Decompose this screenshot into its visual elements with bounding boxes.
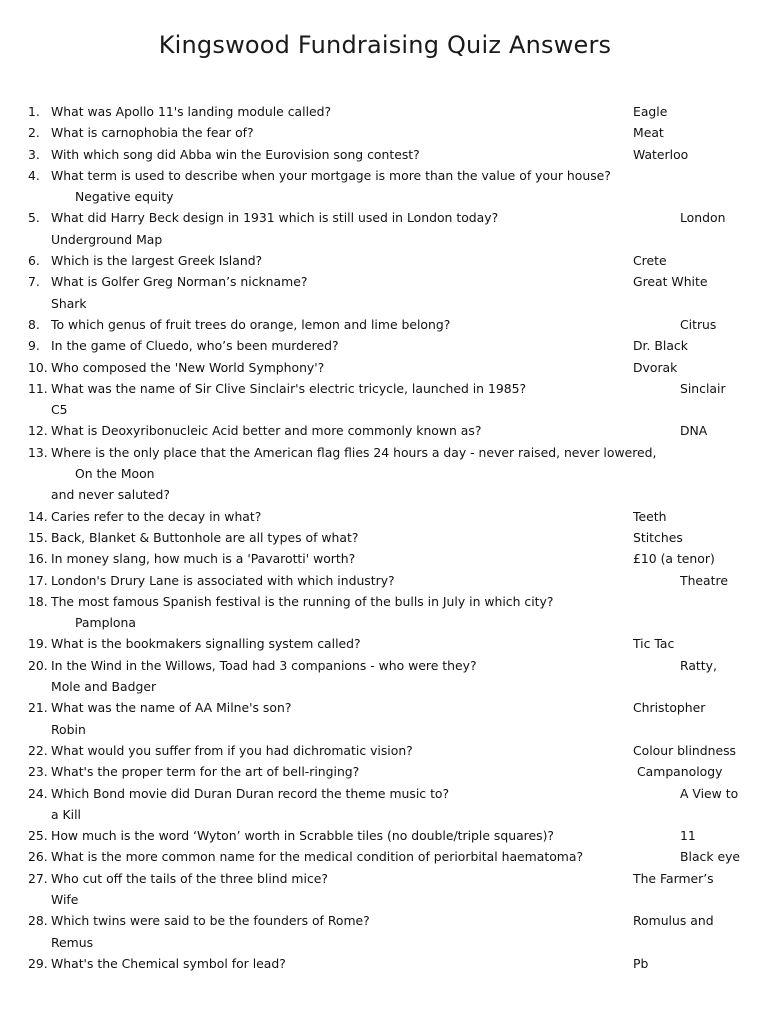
question-text: Who composed the 'New World Symphony'? — [51, 359, 325, 375]
answer-continuation: Underground Map — [51, 231, 163, 247]
question-text: What is Golfer Greg Norman’s nickname? — [51, 274, 308, 290]
question-text: What is Deoxyribonucleic Acid better and more commonly known as? — [51, 423, 482, 439]
answer-text: DNA — [680, 423, 708, 439]
question-number: 20. — [28, 657, 48, 673]
question-text: What's the Chemical symbol for lead? — [51, 955, 286, 971]
question-number: 2. — [28, 125, 40, 141]
question-text: What was Apollo 11's landing module called? — [51, 104, 332, 119]
question-text: With which song did Abba win the Eurovision song contest? — [51, 146, 420, 162]
question-text: What would you suffer from if you had dichromatic vision? — [51, 742, 413, 758]
answer-continuation: Shark — [51, 295, 87, 311]
answer-continuation: Remus — [51, 934, 94, 950]
answer-text: £10 (a tenor) — [633, 551, 715, 567]
answer-continuation: C5 — [51, 402, 68, 418]
quiz-item — [0, 357, 770, 378]
answer-continuation: Robin — [51, 721, 86, 737]
quiz-item — [0, 953, 770, 974]
answer-text: Pb — [633, 955, 649, 971]
answer-text: Dvorak — [633, 359, 678, 375]
question-number: 9. — [28, 338, 40, 354]
quiz-item — [0, 910, 770, 953]
quiz-item — [0, 527, 770, 548]
question-number: 25. — [28, 828, 48, 844]
question-text: In the Wind in the Willows, Toad had 3 companions - who were they? — [51, 657, 477, 673]
quiz-item — [0, 868, 770, 911]
question-text: Which Bond movie did Duran Duran record the theme music to? — [51, 785, 450, 801]
answer-text: Ratty, — [680, 657, 717, 673]
question-continuation: and never saluted? — [51, 487, 170, 503]
question-number: 29. — [28, 955, 48, 971]
question-number: 28. — [28, 913, 48, 929]
answer-text: Eagle — [633, 104, 668, 119]
answer-text: Negative equity — [75, 189, 174, 205]
answer-text: Dr. Black — [633, 338, 688, 354]
answer-text: London — [680, 210, 726, 226]
quiz-item — [0, 144, 770, 165]
question-number: 26. — [28, 849, 48, 865]
answer-text: 11 — [680, 828, 696, 844]
question-text: Which is the largest Greek Island? — [51, 253, 263, 269]
question-number: 13. — [28, 444, 48, 460]
question-text: Which twins were said to be the founders of Rome? — [51, 913, 370, 929]
question-number: 21. — [28, 700, 48, 716]
question-text: Back, Blanket & Buttonhole are all types of what? — [51, 529, 359, 545]
question-number: 15. — [28, 529, 48, 545]
answer-text: Citrus — [680, 316, 717, 332]
quiz-item — [0, 314, 770, 335]
question-number: 14. — [28, 508, 48, 524]
question-number: 4. — [28, 167, 40, 183]
quiz-item — [0, 271, 770, 314]
question-text: To which genus of fruit trees do orange, lemon and lime belong? — [51, 316, 451, 332]
quiz-item — [0, 420, 770, 441]
answer-text: Colour blindness — [633, 742, 736, 758]
quiz-item — [0, 783, 770, 826]
question-number: 27. — [28, 870, 48, 886]
answer-text: Christopher — [633, 700, 706, 716]
question-text: Who cut off the tails of the three blind mice? — [51, 870, 328, 886]
quiz-item — [0, 122, 770, 143]
question-text: Caries refer to the decay in what? — [51, 508, 262, 524]
question-number: 3. — [28, 146, 40, 162]
answer-text: Theatre — [680, 572, 728, 588]
quiz-item — [0, 761, 770, 782]
answer-text: Tic Tac — [633, 636, 675, 652]
answer-text: Meat — [633, 125, 664, 141]
quiz-item — [0, 506, 770, 527]
question-text: The most famous Spanish festival is the running of the bulls in July in which city? — [51, 593, 554, 609]
question-number: 17. — [28, 572, 48, 588]
quiz-item — [0, 378, 770, 421]
answer-text: Teeth — [633, 508, 667, 524]
question-text: London's Drury Lane is associated with which industry? — [51, 572, 395, 588]
question-number: 5. — [28, 210, 40, 226]
question-number: 10. — [28, 359, 48, 375]
question-number: 23. — [28, 764, 48, 780]
answer-continuation: Wife — [51, 891, 79, 907]
question-text: What is the bookmakers signalling system called? — [51, 636, 361, 652]
quiz-item — [0, 697, 770, 740]
answer-text: Waterloo — [633, 146, 689, 162]
answer-text: Black eye — [680, 849, 741, 865]
question-text: How much is the word ‘Wyton’ worth in Scrabble tiles (no double/triple squares)? — [51, 828, 554, 844]
quiz-item — [0, 165, 770, 208]
question-text: What was the name of AA Milne's son? — [51, 700, 292, 716]
quiz-item — [0, 740, 770, 761]
quiz-item — [0, 846, 770, 867]
page-title: Kingswood Fundraising Quiz Answers — [158, 31, 612, 59]
answer-text: Great White — [633, 274, 708, 290]
question-number: 19. — [28, 636, 48, 652]
quiz-item — [0, 570, 770, 591]
answer-text: The Farmer’s — [633, 870, 714, 886]
answer-continuation: Mole and Badger — [51, 679, 157, 695]
question-text: What did Harry Beck design in 1931 which is still used in London today? — [51, 210, 499, 226]
question-number: 18. — [28, 593, 48, 609]
answer-text: Sinclair — [680, 380, 726, 396]
answer-text: Campanology — [637, 764, 723, 780]
question-text: What's the proper term for the art of bell-ringing? — [51, 764, 360, 780]
quiz-answer-list — [0, 101, 770, 974]
question-text: What is carnophobia the fear of? — [51, 125, 254, 141]
quiz-item — [0, 591, 770, 634]
question-text: What is the more common name for the medical condition of periorbital haematoma? — [51, 849, 584, 865]
answer-text: Stitches — [633, 529, 683, 545]
quiz-item — [0, 335, 770, 356]
answer-text: Pamplona — [75, 615, 136, 631]
question-number: 8. — [28, 316, 40, 332]
quiz-item — [0, 633, 770, 654]
answer-text: Romulus and — [633, 913, 714, 929]
quiz-item — [0, 548, 770, 569]
answer-text: A View to — [680, 785, 739, 801]
question-text: In the game of Cluedo, who’s been murdered? — [51, 338, 339, 354]
answer-text: Crete — [633, 253, 667, 269]
question-number: 16. — [28, 551, 48, 567]
question-number: 12. — [28, 423, 48, 439]
question-number: 7. — [28, 274, 40, 290]
quiz-item — [0, 825, 770, 846]
quiz-item — [0, 207, 770, 250]
answer-text: On the Moon — [75, 466, 155, 482]
quiz-item — [0, 655, 770, 698]
quiz-item — [0, 442, 770, 506]
question-number: 24. — [28, 785, 48, 801]
quiz-item — [0, 101, 770, 122]
quiz-item — [0, 250, 770, 271]
question-text: What term is used to describe when your mortgage is more than the value of your house? — [51, 167, 611, 183]
question-number: 6. — [28, 253, 40, 269]
question-text: In money slang, how much is a 'Pavarotti' worth? — [51, 551, 356, 567]
question-number: 22. — [28, 742, 48, 758]
question-text: What was the name of Sir Clive Sinclair's electric tricycle, launched in 1985? — [51, 380, 527, 396]
answer-continuation: a Kill — [51, 806, 81, 822]
question-number: 11. — [28, 380, 48, 396]
question-number: 1. — [28, 104, 40, 119]
question-text: Where is the only place that the American flag flies 24 hours a day - never raised, never lowered, — [51, 444, 657, 460]
